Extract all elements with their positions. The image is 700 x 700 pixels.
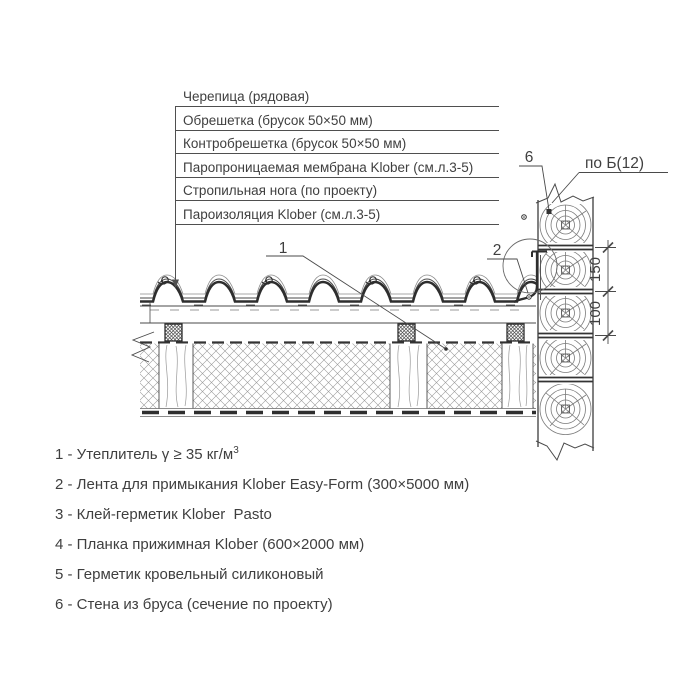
leader-dot-icon [444, 347, 448, 351]
legend-item-sup: 3 [233, 445, 239, 456]
log-section [540, 384, 591, 435]
leader-square-icon [547, 209, 552, 214]
callout-1-label: 1 [278, 240, 288, 257]
legend-item-text: 1 - Утеплитель γ ≥ 35 кг/м [55, 446, 234, 463]
layer-callout-row [176, 133, 499, 154]
legend-item [55, 504, 272, 526]
layer-callout-row [176, 110, 499, 131]
layer-label-vapour-barrier: Пароизоляция Klober (см.л.3-5) [183, 207, 381, 222]
layer-label-rafter: Стропильная нога (по проекту) [183, 183, 378, 198]
dimension-lines [595, 240, 616, 344]
layer-label-tiles: Черепица (рядовая) [183, 89, 310, 104]
legend-item-text: 4 - Планка прижимная Klober (600×2000 мм) [55, 536, 365, 553]
legend-item [55, 444, 239, 466]
tile-profile [140, 275, 556, 306]
layer-callout-row [176, 86, 499, 107]
dimension-100: 100 [587, 300, 604, 327]
legend-item [55, 474, 469, 496]
legend-item-text: 3 - Клей-герметик Klober Pasto [55, 506, 272, 523]
legend-item-text: 6 - Стена из бруса (сечение по проекту) [55, 596, 333, 613]
dimension-150: 150 [587, 256, 604, 283]
legend-item-text: 5 - Герметик кровельный силиконовый [55, 566, 324, 583]
layer-callout-row [176, 157, 499, 178]
layer-label-membrane: Паропроницаемая мембрана Klober (см.л.3-5) [183, 160, 474, 175]
callout-6-label: 6 [524, 149, 534, 166]
layer-callout-row [176, 180, 499, 201]
vapour-barrier-layer [140, 409, 536, 417]
layer-label-battens: Обрешетка (брусок 50×50 мм) [183, 113, 373, 128]
counter-batten-sections [165, 324, 524, 341]
layer-callout-row [176, 204, 499, 225]
legend-item [55, 564, 324, 586]
legend-item [55, 534, 364, 556]
layer-label-counterbattens: Контробрешетка (брусок 50×50 мм) [183, 136, 407, 151]
legend-item [55, 594, 333, 616]
log-section [540, 200, 591, 251]
detail-circle [503, 239, 557, 293]
insulation-hatch [140, 344, 536, 409]
callout-2-label: 2 [492, 242, 502, 259]
legend-item-text: 2 - Лента для примыкания Klober Easy-Form (300×5000 мм) [55, 476, 470, 493]
section-view-label: по Б(12) [585, 155, 645, 172]
